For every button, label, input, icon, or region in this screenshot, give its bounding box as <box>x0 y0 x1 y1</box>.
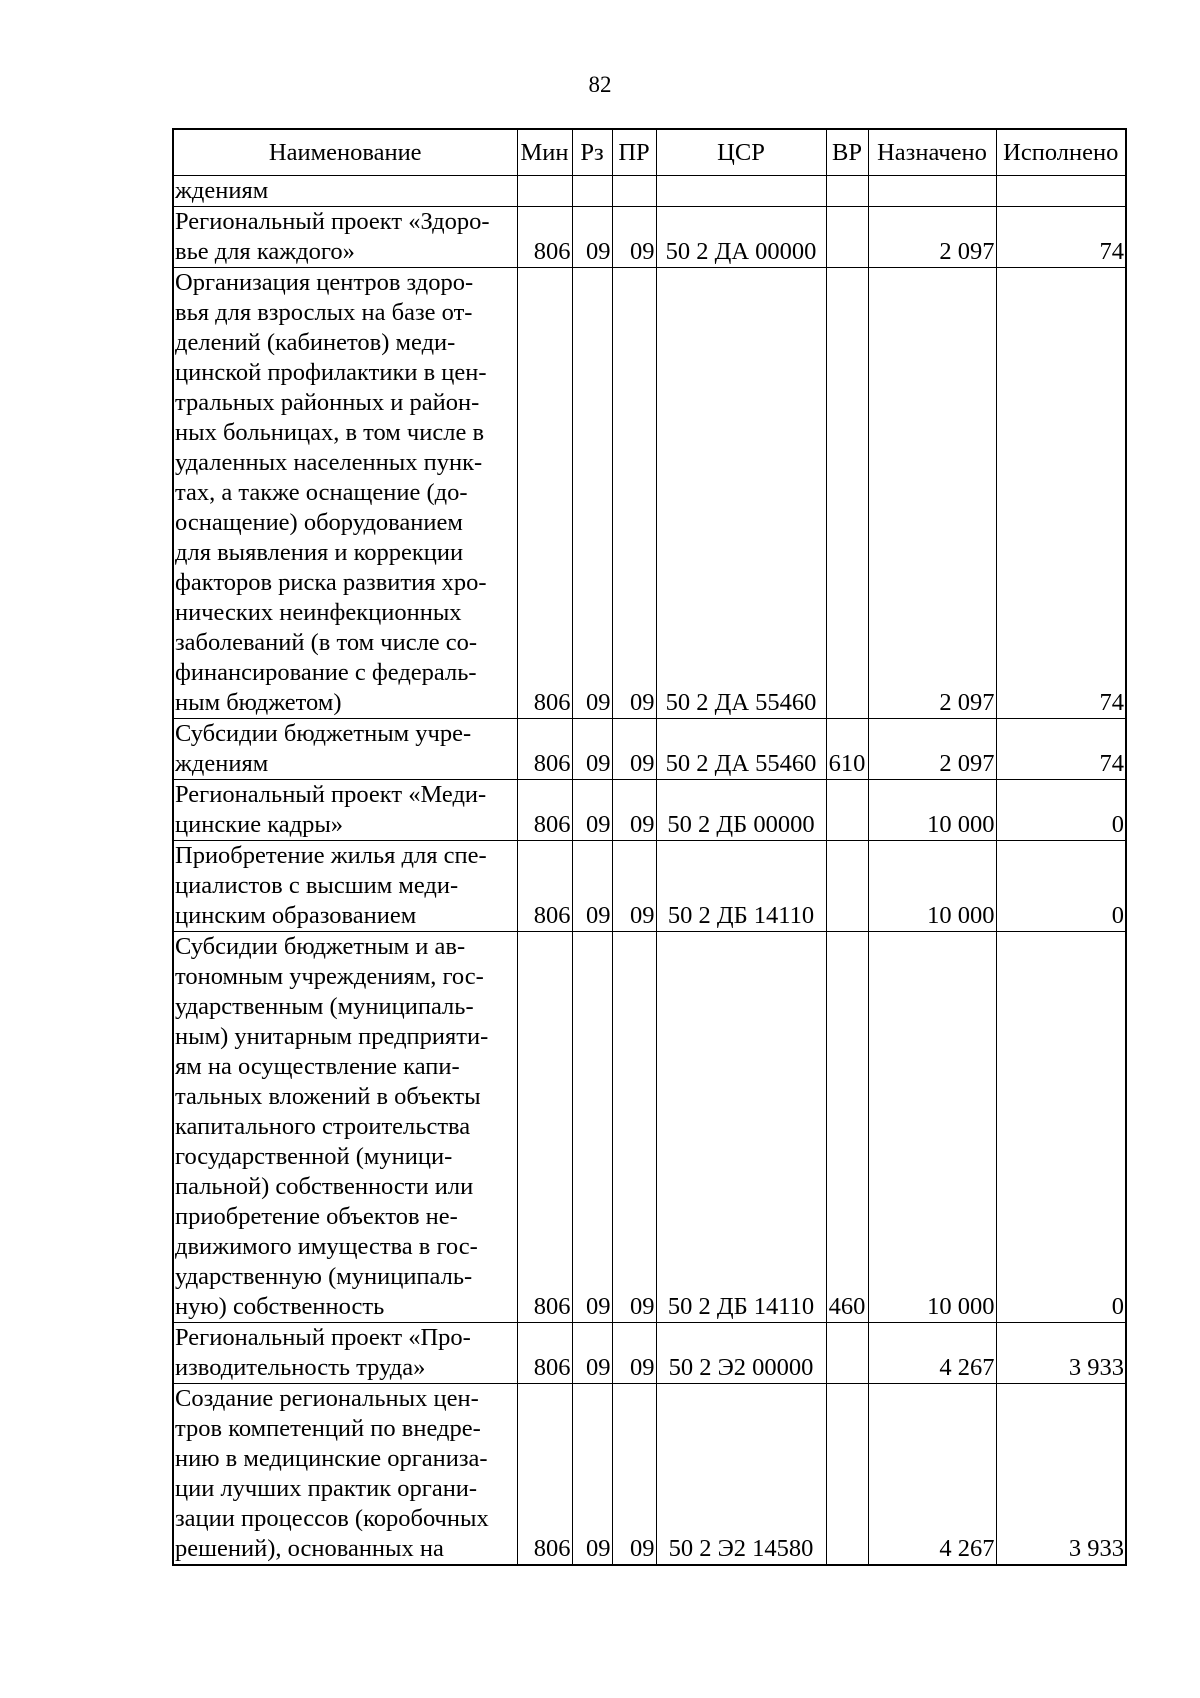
row-name <box>173 932 517 1323</box>
cell-assigned: 4 267 <box>868 1384 996 1566</box>
row-name-line: вье для каждого» <box>175 238 355 265</box>
header-executed: Исполнено <box>996 129 1126 176</box>
row-name-line: приобретение объектов не- <box>175 1203 458 1230</box>
row-name-line: Региональный проект «Меди- <box>175 781 487 808</box>
cell-rz: 09 <box>572 841 612 932</box>
cell-rz: 09 <box>572 268 612 719</box>
row-name-line: нию в медицинские организа- <box>175 1445 488 1472</box>
cell-min: 806 <box>517 932 572 1323</box>
cell-assigned: 2 097 <box>868 268 996 719</box>
header-assigned: Назначено <box>868 129 996 176</box>
row-name-line: тономным учреждениям, гос- <box>175 963 484 990</box>
row-name-line: тах, а также оснащение (до- <box>175 479 468 506</box>
row-name-line: цинской профилактики в цен- <box>175 359 487 386</box>
cell-vr <box>826 841 868 932</box>
row-name-line: цинские кадры» <box>175 811 344 838</box>
cell-pr: 09 <box>612 719 656 780</box>
table-row <box>173 841 1126 932</box>
cell-min: 806 <box>517 719 572 780</box>
cell-assigned: 2 097 <box>868 719 996 780</box>
row-name-line: государственной (муници- <box>175 1143 453 1170</box>
cell-pr: 09 <box>612 1323 656 1384</box>
table-row <box>173 719 1126 780</box>
header-min: Мин <box>517 129 572 176</box>
budget-table <box>172 128 1127 1566</box>
cell-vr <box>826 207 868 268</box>
cell-csr <box>656 176 826 207</box>
cell-min: 806 <box>517 268 572 719</box>
row-name-line: Региональный проект «Здоро- <box>175 208 490 235</box>
cell-vr <box>826 176 868 207</box>
row-name-line: Региональный проект «Про- <box>175 1324 471 1351</box>
cell-executed: 74 <box>996 268 1126 719</box>
cell-vr <box>826 268 868 719</box>
row-name-line: ждениям <box>175 177 269 204</box>
row-name-line: оснащение) оборудованием <box>175 509 463 536</box>
row-name-line: вья для взрослых на базе от- <box>175 299 473 326</box>
cell-min: 806 <box>517 841 572 932</box>
cell-min <box>517 176 572 207</box>
cell-assigned: 10 000 <box>868 780 996 841</box>
cell-vr: 460 <box>826 932 868 1323</box>
row-name <box>173 841 517 932</box>
row-name-line: решений), основанных на <box>175 1535 444 1562</box>
row-name-line: ям на осуществление капи- <box>175 1053 460 1080</box>
row-name-line: ным бюджетом) <box>175 689 342 716</box>
row-name-line: заболеваний (в том числе со- <box>175 629 478 656</box>
cell-executed: 3 933 <box>996 1384 1126 1566</box>
row-name-line: зации процессов (коробочных <box>175 1505 489 1532</box>
cell-csr: 50 2 ДА 55460 <box>656 719 826 780</box>
cell-csr: 50 2 ДБ 00000 <box>656 780 826 841</box>
cell-executed: 74 <box>996 719 1126 780</box>
cell-rz: 09 <box>572 1323 612 1384</box>
cell-assigned <box>868 176 996 207</box>
cell-min: 806 <box>517 1323 572 1384</box>
cell-csr: 50 2 ДА 00000 <box>656 207 826 268</box>
table-row <box>173 780 1126 841</box>
row-name-line: финансирование с федераль- <box>175 659 477 686</box>
row-name-line: Приобретение жилья для спе- <box>175 842 487 869</box>
row-name-line: ударственным (муниципаль- <box>175 993 474 1020</box>
row-name-line: пальной) собственности или <box>175 1173 474 1200</box>
cell-csr: 50 2 ДБ 14110 <box>656 841 826 932</box>
cell-min: 806 <box>517 1384 572 1566</box>
row-name <box>173 268 517 719</box>
row-name-line: для выявления и коррекции <box>175 539 464 566</box>
cell-pr: 09 <box>612 268 656 719</box>
row-name <box>173 207 517 268</box>
row-name-line: изводительность труда» <box>175 1354 426 1381</box>
row-name-line: Организация центров здоро- <box>175 269 474 296</box>
row-name-line: удаленных населенных пунк- <box>175 449 483 476</box>
row-name-line: ную) собственность <box>175 1293 385 1320</box>
header-vr: ВР <box>826 129 868 176</box>
row-name <box>173 1384 517 1566</box>
row-name-line: ударственную (муниципаль- <box>175 1263 473 1290</box>
row-name-line: капитального строительства <box>175 1113 471 1140</box>
table-row <box>173 932 1126 1323</box>
table-body <box>173 176 1126 1566</box>
cell-csr: 50 2 ДБ 14110 <box>656 932 826 1323</box>
cell-vr <box>826 1384 868 1566</box>
cell-csr: 50 2 ДА 55460 <box>656 268 826 719</box>
table-row <box>173 176 1126 207</box>
header-name: Наименование <box>173 129 517 176</box>
row-name-line: ным) унитарным предприяти- <box>175 1023 489 1050</box>
row-name-line: ции лучших практик органи- <box>175 1475 478 1502</box>
cell-vr: 610 <box>826 719 868 780</box>
page-number: 82 <box>588 72 612 97</box>
table-row <box>173 268 1126 719</box>
cell-executed: 3 933 <box>996 1323 1126 1384</box>
cell-vr <box>826 780 868 841</box>
cell-min: 806 <box>517 780 572 841</box>
cell-rz <box>572 176 612 207</box>
row-name-line: Субсидии бюджетным и ав- <box>175 933 466 960</box>
cell-rz: 09 <box>572 780 612 841</box>
table-header-row <box>173 129 1126 176</box>
row-name-line: делений (кабинетов) меди- <box>175 329 456 356</box>
cell-rz: 09 <box>572 1384 612 1566</box>
row-name <box>173 780 517 841</box>
cell-assigned: 2 097 <box>868 207 996 268</box>
row-name-line: тров компетенций по внедре- <box>175 1415 481 1442</box>
cell-executed: 74 <box>996 207 1126 268</box>
cell-executed <box>996 176 1126 207</box>
cell-executed: 0 <box>996 932 1126 1323</box>
cell-pr: 09 <box>612 841 656 932</box>
cell-csr: 50 2 Э2 00000 <box>656 1323 826 1384</box>
header-pr: ПР <box>612 129 656 176</box>
cell-executed: 0 <box>996 841 1126 932</box>
row-name-line: движимого имущества в гос- <box>175 1233 478 1260</box>
table-row <box>173 1384 1126 1566</box>
row-name-line: циалистов с высшим меди- <box>175 872 459 899</box>
row-name <box>173 1323 517 1384</box>
row-name-line: тральных районных и район- <box>175 389 480 416</box>
row-name-line: нических неинфекционных <box>175 599 462 626</box>
row-name-line: ных больницах, в том числе в <box>175 419 485 446</box>
cell-pr <box>612 176 656 207</box>
row-name-line: цинским образованием <box>175 902 417 929</box>
row-name <box>173 719 517 780</box>
cell-rz: 09 <box>572 207 612 268</box>
cell-pr: 09 <box>612 780 656 841</box>
cell-assigned: 10 000 <box>868 841 996 932</box>
cell-csr: 50 2 Э2 14580 <box>656 1384 826 1566</box>
row-name-line: Создание региональных цен- <box>175 1385 479 1412</box>
cell-pr: 09 <box>612 1384 656 1566</box>
cell-assigned: 10 000 <box>868 932 996 1323</box>
cell-rz: 09 <box>572 719 612 780</box>
cell-min: 806 <box>517 207 572 268</box>
cell-vr <box>826 1323 868 1384</box>
header-csr: ЦСР <box>656 129 826 176</box>
cell-assigned: 4 267 <box>868 1323 996 1384</box>
table-row <box>173 1323 1126 1384</box>
cell-executed: 0 <box>996 780 1126 841</box>
cell-rz: 09 <box>572 932 612 1323</box>
row-name-line: ждениям <box>175 750 269 777</box>
cell-pr: 09 <box>612 207 656 268</box>
cell-pr: 09 <box>612 932 656 1323</box>
row-name <box>173 176 517 207</box>
row-name-line: факторов риска развития хро- <box>175 569 487 596</box>
row-name-line: Субсидии бюджетным учре- <box>175 720 472 747</box>
table-row <box>173 207 1126 268</box>
row-name-line: тальных вложений в объекты <box>175 1083 481 1110</box>
header-rz: Рз <box>572 129 612 176</box>
